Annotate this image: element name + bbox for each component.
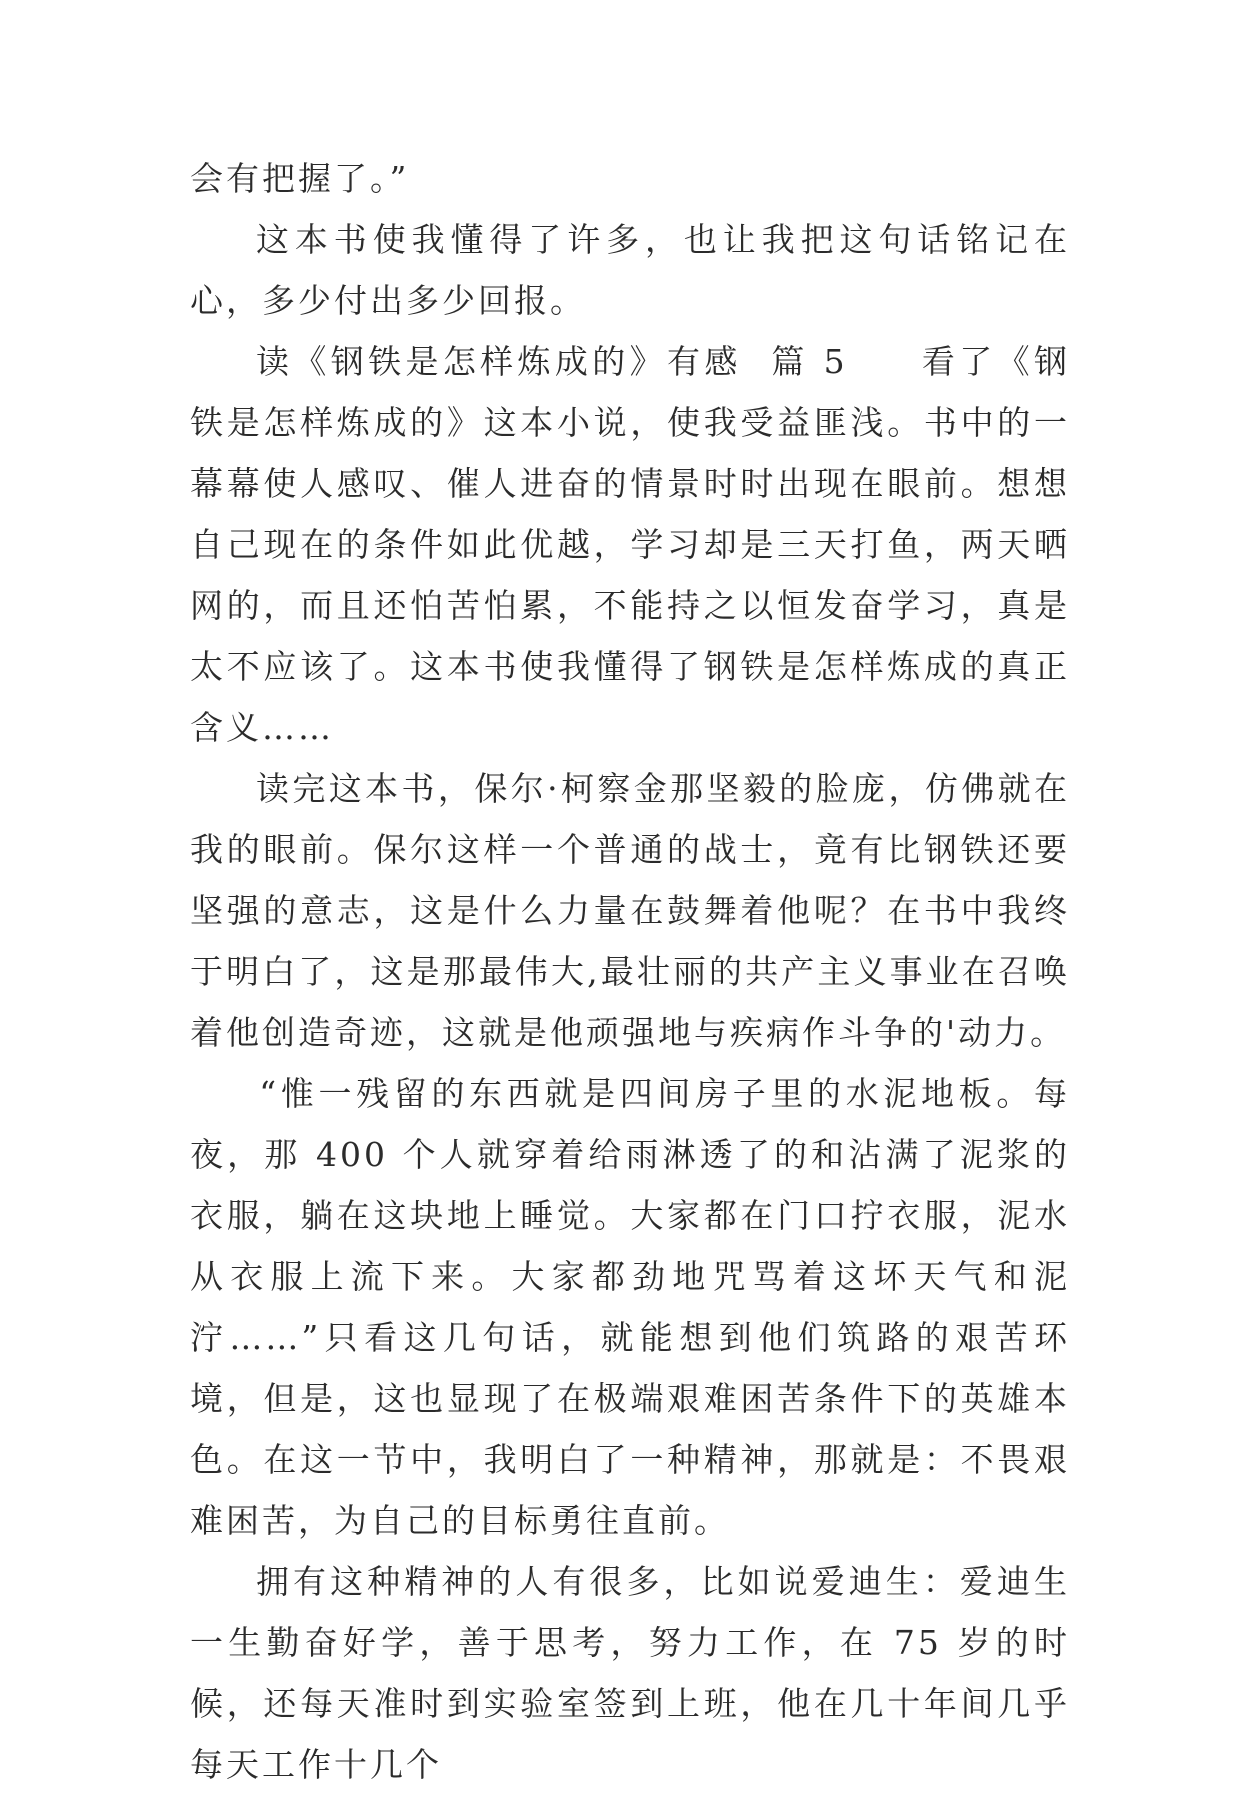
body-text (190, 148, 1070, 1795)
paragraph: 拥有这种精神的人有很多，比如说爱迪生：爱迪生一生勤奋好学，善于思考，努力工作，在 75 岁的时候，还每天准时到实验室签到上班，他在几十年间几乎每天工作十几个 (190, 1562, 1070, 1784)
paragraph-quote: “惟一残留的东西就是四间房子里的水泥地板。每夜，那 400 个人就穿着给雨淋透了的和沾满了泥浆的衣服，躺在这块地上睡觉。大家都在门口拧衣服，泥水从衣服上流下来。大家都劲地咒骂着这坏天气和泥泞……”只看这几句话，就能想到他们筑路的艰苦环境，但是，这也显现了在极端艰难困苦条件下的英雄本色。在这一节中，我明白了一种精神，那就是：不畏艰难困苦，为自己的目标勇往直前。 (190, 1074, 1070, 1540)
paragraph: 读完这本书，保尔·柯察金那坚毅的脸庞，仿佛就在我的眼前。保尔这样一个普通的战士，竟有比钢铁还要坚强的意志，这是什么力量在鼓舞着他呢？在书中我终于明白了，这是那最伟大,最壮丽的共产主义事业在召唤着他创造奇迹，这就是他顽强地与疾病作斗争的'动力。 (190, 769, 1070, 1052)
paragraph-section-heading: 读《钢铁是怎样炼成的》有感 篇 5 看了《钢铁是怎样炼成的》这本小说，使我受益匪浅。书中的一幕幕使人感叹、催人进奋的情景时时出现在眼前。想想自己现在的条件如此优越，学习却是三天打鱼，两天晒网的，而且还怕苦怕累，不能持之以恒发奋学习，真是太不应该了。这本书使我懂得了钢铁是怎样炼成的真正含义…… (190, 342, 1070, 747)
paragraph-continuation: 会有把握了。” (190, 159, 410, 198)
paragraph: 这本书使我懂得了许多，也让我把这句话铭记在心，多少付出多少回报。 (190, 220, 1070, 320)
